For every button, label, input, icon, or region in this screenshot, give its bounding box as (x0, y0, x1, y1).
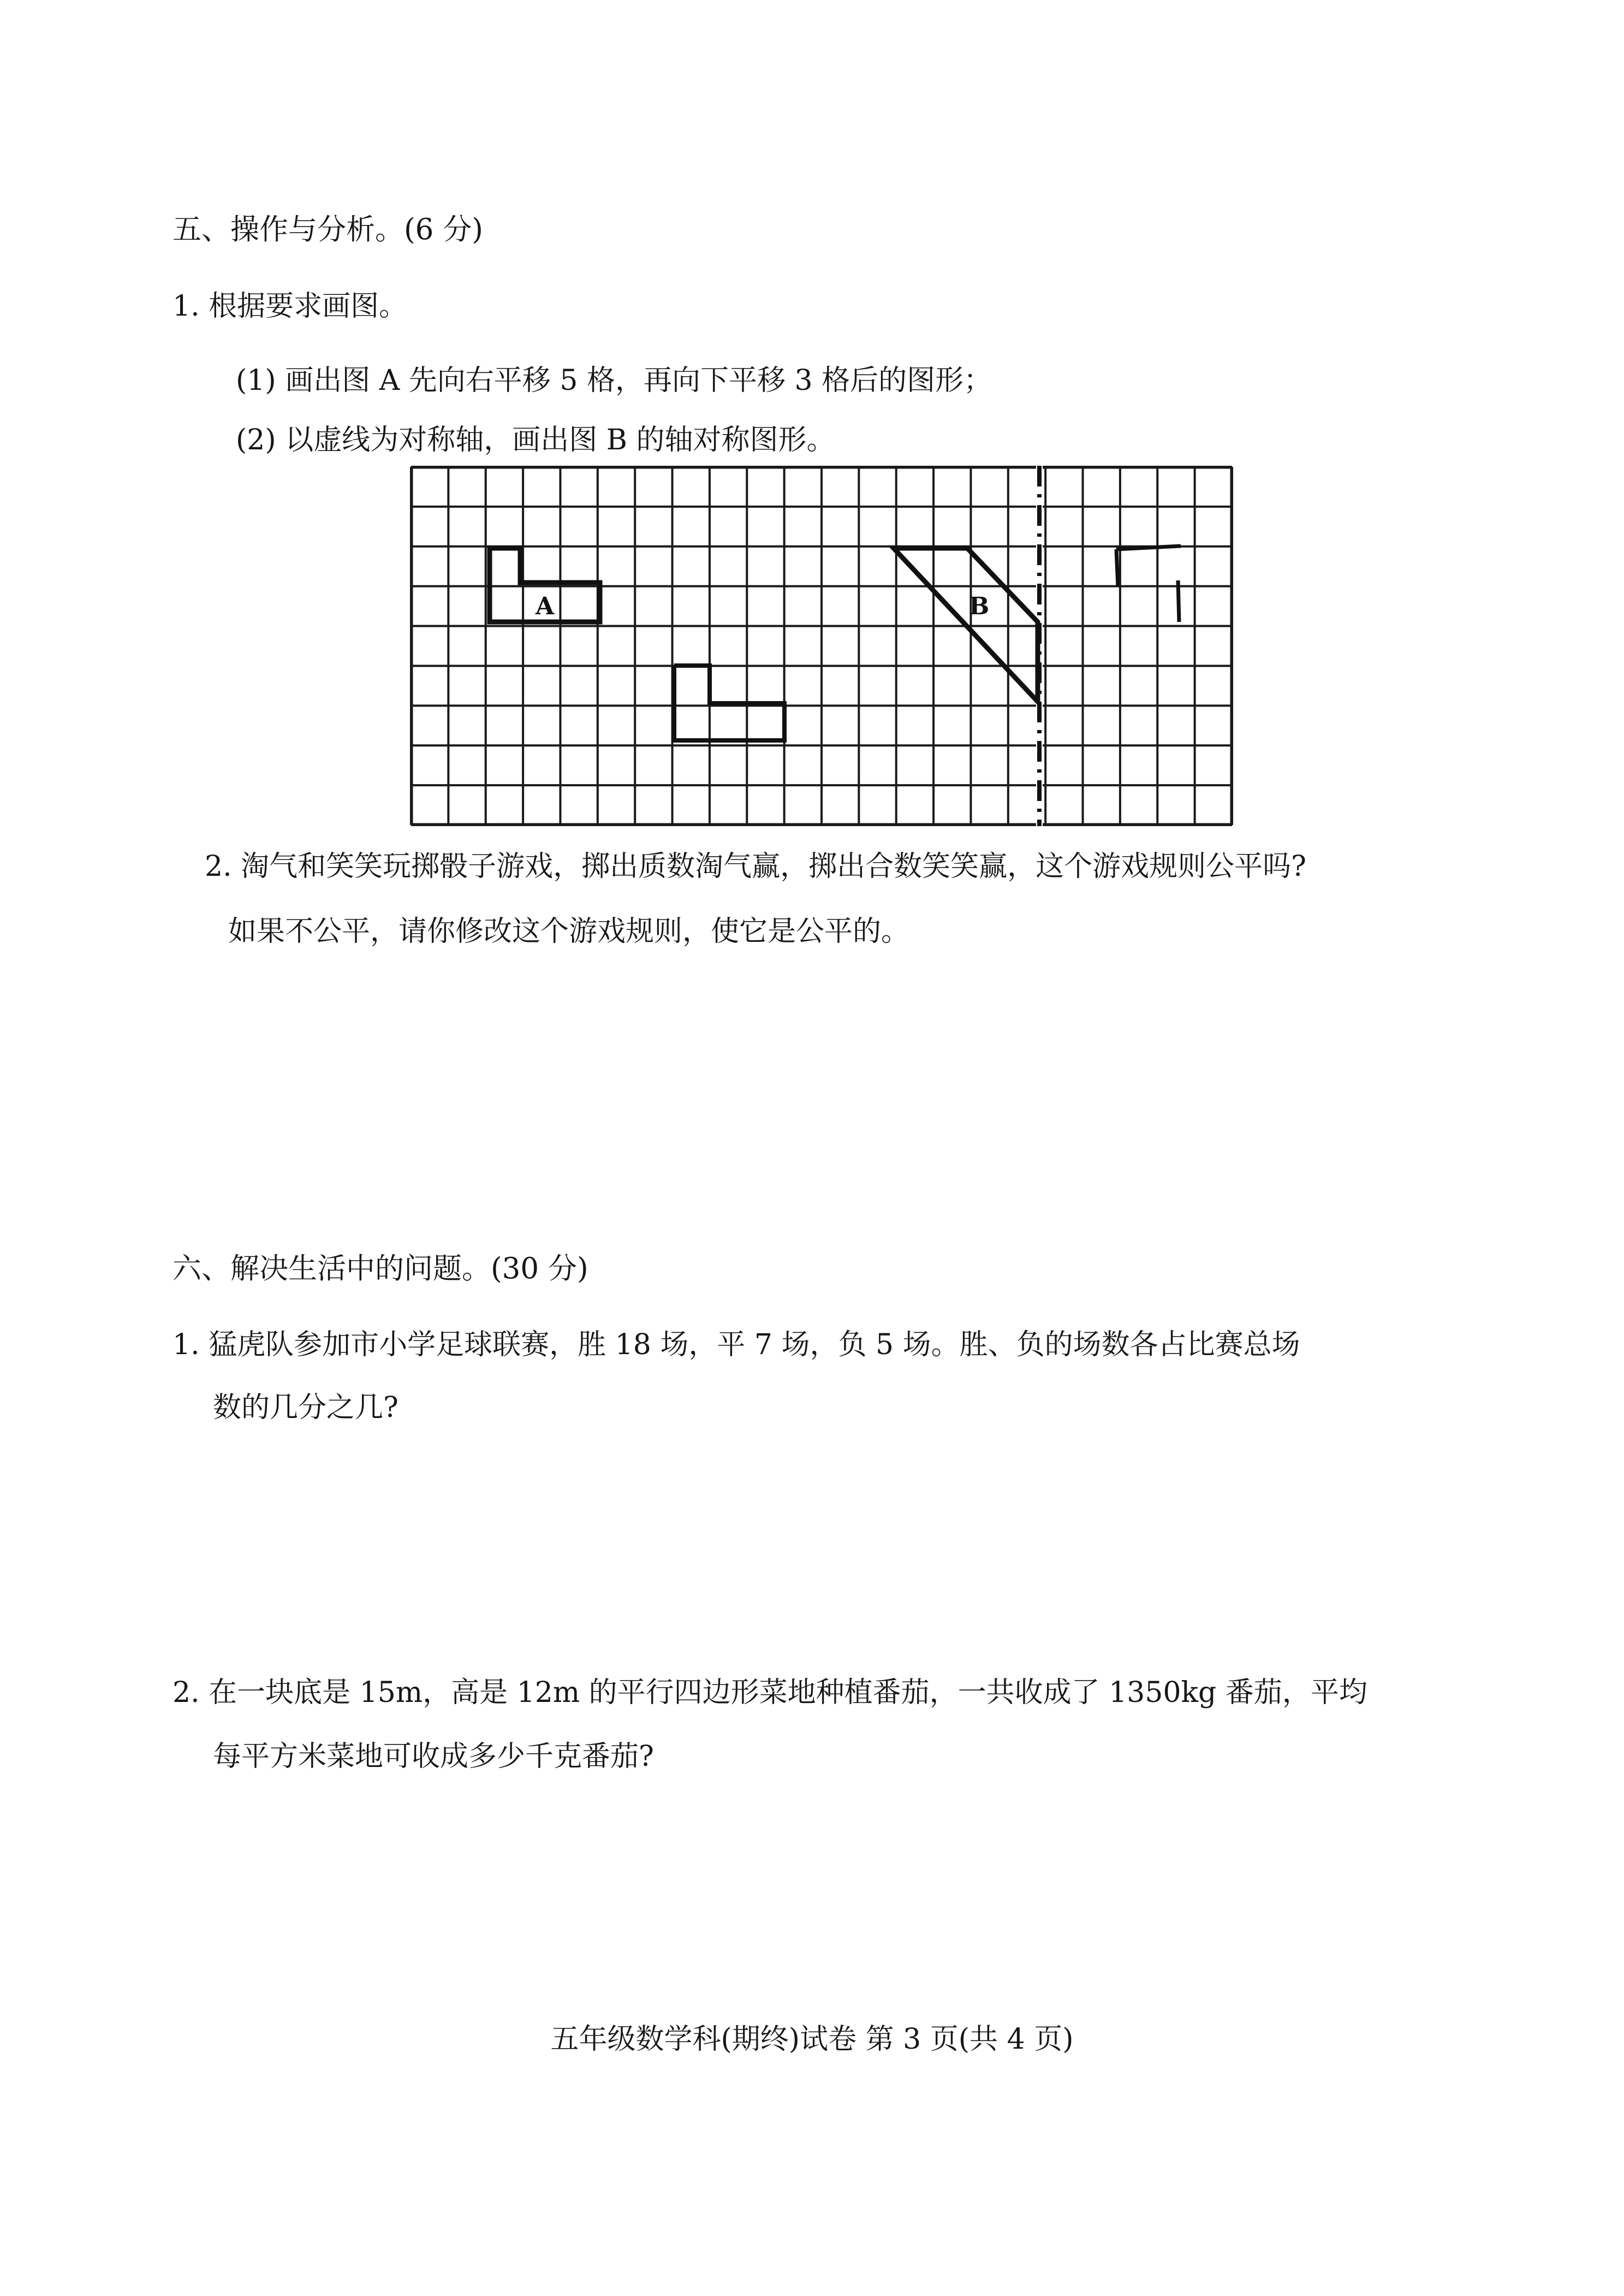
s6-q1-line1: 1. 猛虎队参加市小学足球联赛，胜 18 场，平 7 场，负 5 场。胜、负的场数各占比赛总场 (172, 1328, 1300, 1361)
q1-sub1: (1) 画出图 A 先向右平移 5 格，再向下平移 3 格后的图形； (236, 364, 992, 397)
q1-title: 1. 根据要求画图。 (172, 290, 408, 323)
shape-a-translated (674, 666, 784, 740)
q1-sub2: (2) 以虚线为对称轴，画出图 B 的轴对称图形。 (236, 424, 835, 456)
s6-q2-line1: 2. 在一块底是 15m，高是 12m 的平行四边形菜地种植番茄，一共收成了 1350kg 番茄，平均 (172, 1676, 1367, 1709)
q2-line2: 如果不公平，请你修改这个游戏规则，使它是公平的。 (228, 915, 910, 948)
label-b: B (969, 592, 990, 620)
q2-line1: 2. 淘气和笑笑玩掷骰子游戏，掷出质数淘气赢，掷出合数笑笑赢，这个游戏规则公平吗? (205, 850, 1307, 883)
grid-svg (410, 466, 1233, 826)
s6-q2-line2: 每平方米菜地可收成多少千克番茄? (213, 1740, 654, 1773)
grid-lines (411, 467, 1232, 825)
s6-q1-line2: 数的几分之几? (213, 1391, 398, 1424)
shape-b-partial-drawing (1116, 546, 1181, 622)
label-a: A (536, 592, 555, 620)
shape-b (894, 548, 1038, 702)
page-footer: 五年级数学科(期终)试卷 第 3 页(共 4 页) (550, 2023, 1074, 2056)
grid-figure (410, 466, 1233, 826)
section5-heading: 五、操作与分析。(6 分) (172, 213, 483, 246)
section6-heading: 六、解决生活中的问题。(30 分) (172, 1252, 588, 1285)
